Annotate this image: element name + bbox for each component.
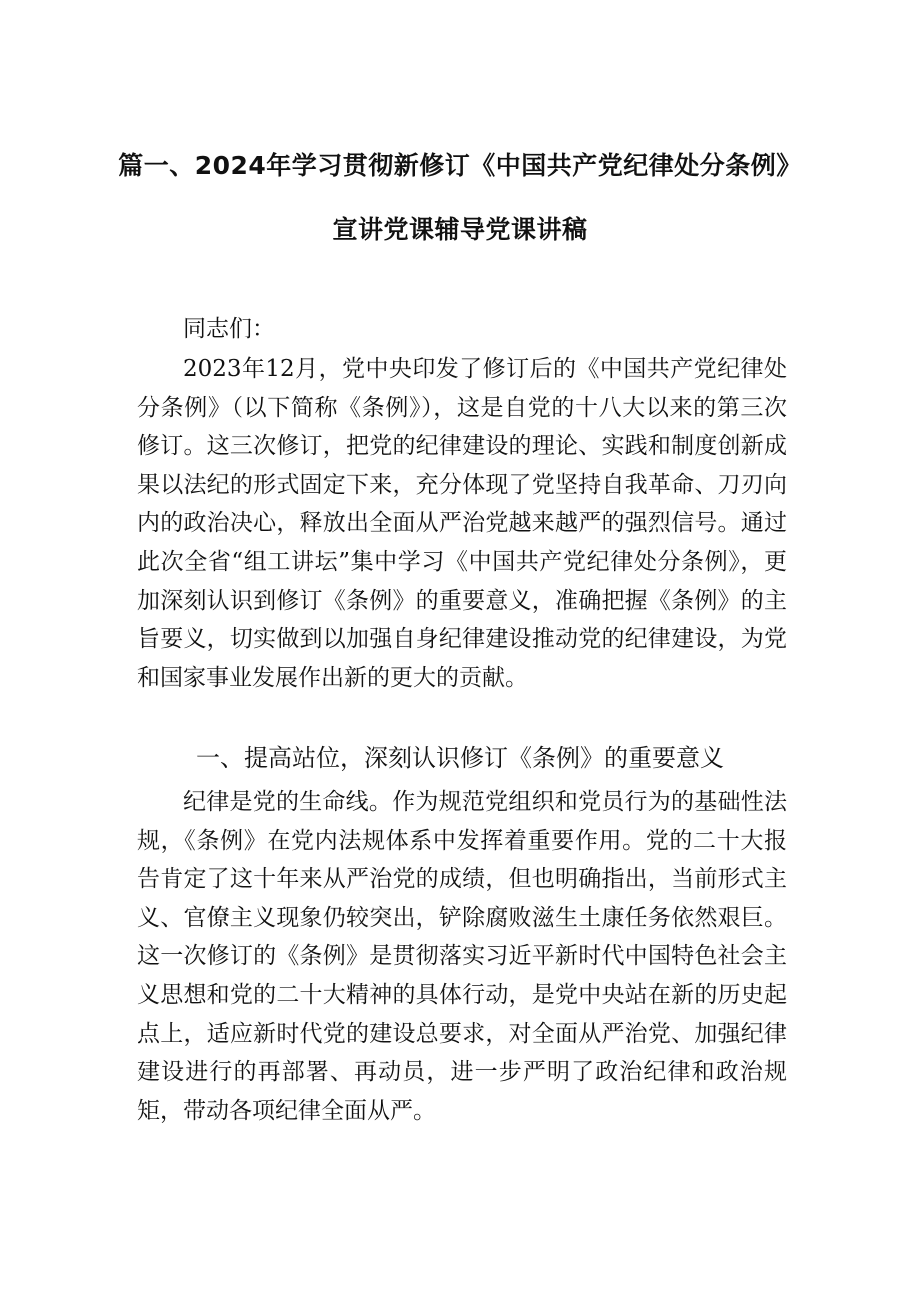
body-paragraph-2: 纪律是党的生命线。作为规范党组织和党员行为的基础性法规，《条例》在党内法规体系中发挥着重要作用。党的二十大报告肯定了这十年来从严治党的成绩，但也明确指出，当前形式主义、官僚主义现象仍较突出，铲除腐败滋生土康任务依然艰巨。这一次修订的《条例》是贯彻落实习近平新时代中国特色社会主义思想和党的二十大精神的具体行动，是党中央站在新的历史起点上，适应新时代党的建设总要求，对全面从严治党、加强纪律建设进行的再部署、再动员，进一步严明了政治纪律和政治规矩，带动各项纪律全面从严。 bbox=[137, 789, 787, 1124]
body-paragraph-1: 2023年12月，党中央印发了修订后的《中国共产党纪律处分条例》（以下简称《条例》），这是自党的十八大以来的第三次修订。这三次修订，把党的纪律建设的理论、实践和制度创新成果以法纪的形式固定下来，充分体现了党坚持自我革命、刀刃向内的政治决心，释放出全面从严治党越来越严的强烈信号。通过此次全省“组工讲坛”集中学习《中国共产党纪律处分条例》，更加深刻认识到修订《条例》的重要意义，准确把握《条例》的主旨要义，切实做到以加强自身纪律建设推动党的纪律建设，为党和国家事业发展作出新的更大的贡献。 bbox=[137, 356, 787, 691]
section-heading-1: 一、提高站位，深刻认识修订《条例》的重要意义 bbox=[196, 744, 724, 772]
document-title-line-2: 宣讲党课辅导党课讲稿 bbox=[332, 215, 588, 244]
document-title-line-1: 篇一、2024年学习贯彻新修订《中国共产党纪律处分条例》 bbox=[118, 151, 802, 180]
greeting: 同志们： bbox=[183, 316, 275, 342]
